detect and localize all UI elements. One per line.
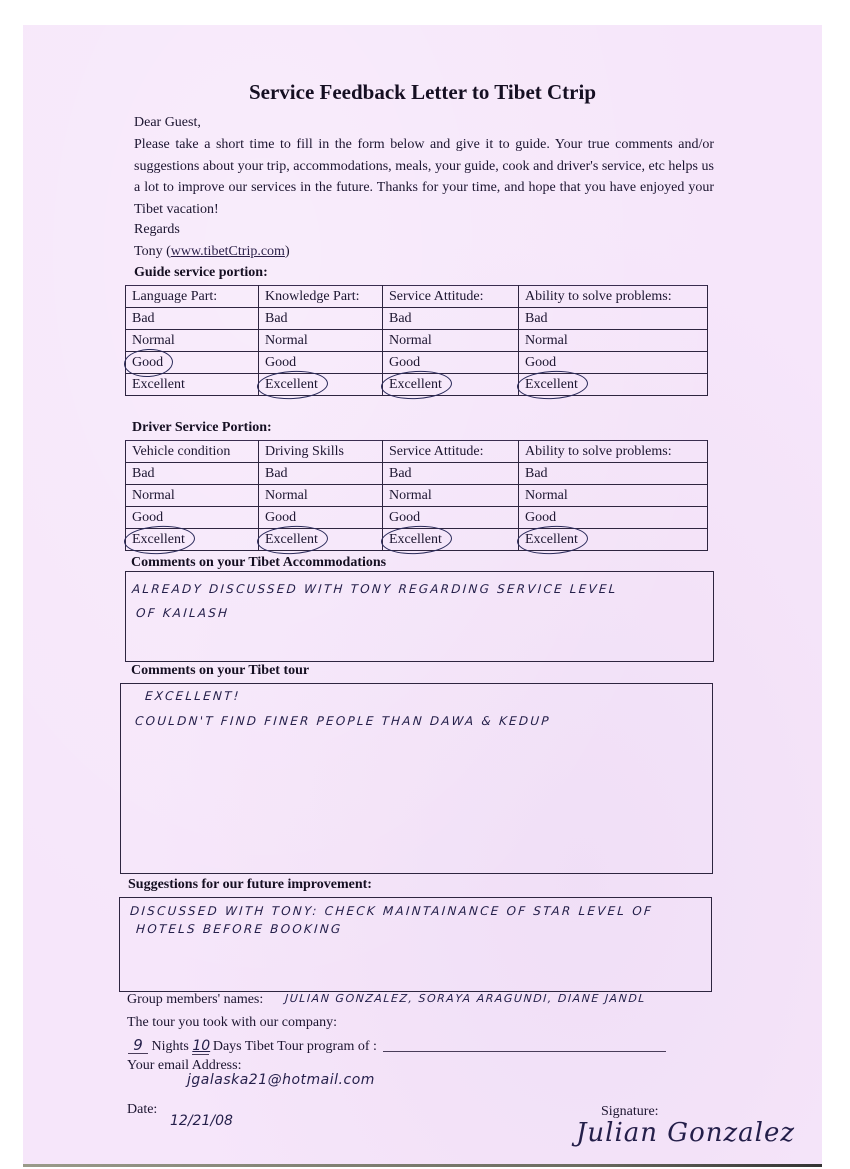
option-label: Excellent [132,377,185,392]
column-header-label: Language Part: [132,289,218,304]
greeting: Dear Guest, [134,115,201,130]
paper-edge [23,1164,822,1167]
tour-comments-heading: Comments on your Tibet tour [131,663,310,678]
tour-label: The tour you took with our company: [127,1015,337,1030]
group-members-label: Group members' names: [127,992,264,1007]
option-label: Normal [132,488,175,503]
column-header-label: Driving Skills [265,444,344,459]
suggestion-line-1: DISCUSSED WITH TONY: CHECK MAINTAINANCE OF STAR LEVEL OF [129,904,654,918]
option-label: Good [132,510,164,525]
option-label: Normal [525,333,568,348]
driver-row [126,529,708,551]
driver-option-cell[interactable] [383,485,519,507]
guide-option-cell[interactable] [259,352,383,374]
selected-option-circled: Good [132,352,163,373]
driver-column-header [259,441,383,463]
guide-column-header [519,286,708,308]
signature: Julian Gonzalez [576,1118,796,1148]
tour-duration-line [128,1037,377,1055]
driver-rating-table [125,440,708,551]
driver-option-cell[interactable] [519,463,708,485]
driver-option-cell[interactable] [519,529,708,551]
driver-option-cell[interactable] [383,507,519,529]
guide-option-cell[interactable] [383,308,519,330]
nights-label: Nights [151,1039,189,1054]
tour-comment-line-2: COULDN'T FIND FINER PEOPLE THAN DAWA & KEDUP [134,714,552,728]
tour-comment-line-1: EXCELLENT! [144,689,242,703]
closing: Regards [134,222,180,237]
guide-option-cell[interactable] [259,308,383,330]
option-label: Normal [265,488,308,503]
option-label: Normal [389,333,432,348]
guide-row [126,374,708,396]
guide-option-cell[interactable] [519,374,708,396]
option-label: Good [265,355,297,370]
date-value[interactable]: 12/21/08 [170,1113,233,1129]
selected-option-circled: Excellent [525,374,578,395]
driver-option-cell[interactable] [126,463,259,485]
group-members-value[interactable]: JULIAN GONZALEZ, SORAYA ARAGUNDI, DIANE JANDL [284,992,647,1005]
column-header-label: Knowledge Part: [265,289,360,304]
option-label: Bad [265,466,288,481]
option-label: Normal [389,488,432,503]
days-value[interactable]: 10 [192,1038,211,1054]
guide-rating-table [125,285,708,396]
guide-option-cell[interactable] [126,374,259,396]
guide-option-cell[interactable] [383,330,519,352]
guide-option-cell[interactable] [259,374,383,396]
driver-option-cell[interactable] [259,507,383,529]
tour-program-field[interactable] [383,1051,666,1052]
driver-option-cell[interactable] [519,485,708,507]
option-label: Bad [132,311,155,326]
guide-option-cell[interactable] [519,330,708,352]
option-label: Good [265,510,297,525]
driver-option-cell[interactable] [126,485,259,507]
option-label: Good [525,355,557,370]
selected-option-circled: Excellent [265,529,318,550]
selected-option-circled: Excellent [132,529,185,550]
accommodations-comment-box[interactable] [125,571,714,662]
option-label: Bad [525,466,548,481]
driver-option-cell[interactable] [126,507,259,529]
suggestions-heading: Suggestions for our future improvement: [128,877,372,892]
column-header-label: Ability to solve problems: [525,289,672,304]
column-header-label: Ability to solve problems: [525,444,672,459]
option-label: Bad [265,311,288,326]
date-label: Date: [127,1102,158,1117]
selected-option-circled: Excellent [525,529,578,550]
option-label: Good [389,510,421,525]
guide-column-header [383,286,519,308]
accommodations-heading: Comments on your Tibet Accommodations [131,555,387,570]
driver-row [126,463,708,485]
option-label: Normal [265,333,308,348]
driver-option-cell[interactable] [126,529,259,551]
selected-option-circled: Excellent [265,374,318,395]
suggestions-box[interactable] [119,897,712,992]
guide-option-cell[interactable] [259,330,383,352]
days-label: Days Tibet Tour program of : [212,1039,377,1054]
suggestion-line-2: HOTELS BEFORE BOOKING [135,922,343,936]
driver-column-header [519,441,708,463]
driver-option-cell[interactable] [519,507,708,529]
driver-row [126,485,708,507]
accommodations-line-1: ALREADY DISCUSSED WITH TONY REGARDING SERVICE LEVEL [131,582,619,596]
option-label: Normal [525,488,568,503]
driver-option-cell[interactable] [259,529,383,551]
driver-option-cell[interactable] [259,463,383,485]
option-label: Good [525,510,557,525]
guide-option-cell[interactable] [519,352,708,374]
driver-column-header [126,441,259,463]
guide-column-header [259,286,383,308]
nights-value[interactable]: 9 [128,1037,148,1054]
guide-column-header [126,286,259,308]
option-label: Bad [525,311,548,326]
guide-section-heading: Guide service portion: [134,265,268,280]
email-label: Your email Address: [127,1058,242,1073]
driver-option-cell[interactable] [383,529,519,551]
guide-row [126,330,708,352]
driver-column-header [383,441,519,463]
sender-line: Tony (www.tibetCtrip.com) [134,244,290,259]
selected-option-circled: Excellent [389,529,442,550]
email-value[interactable]: jgalaska21@hotmail.com [187,1072,375,1088]
signature-label: Signature: [601,1104,659,1119]
intro-paragraph: Please take a short time to fill in the form below and give it to guide. Your true comments and/or suggestions about your trip, accommodations, meals, your guide, cook and driver's service, etc helps us a lot to improve our services in the future. Thanks for your time, and hope that you have enjoyed your Tibet vacation! [134,137,714,217]
guide-option-cell[interactable] [519,308,708,330]
accommodations-line-2: OF KAILASH [135,606,230,620]
driver-option-cell[interactable] [383,463,519,485]
option-label: Bad [132,466,155,481]
sender-name: Tony [134,244,163,259]
selected-option-circled: Excellent [389,374,442,395]
tour-comments-box[interactable] [120,683,713,874]
option-label: Bad [389,311,412,326]
sender-link[interactable]: www.tibetCtrip.com [170,244,285,259]
guide-option-cell[interactable] [383,374,519,396]
driver-section-heading: Driver Service Portion: [132,420,272,435]
option-label: Normal [132,333,175,348]
column-header-label: Vehicle condition [132,444,231,459]
guide-option-cell[interactable] [126,352,259,374]
option-label: Good [389,355,421,370]
driver-option-cell[interactable] [259,485,383,507]
document-title: Service Feedback Letter to Tibet Ctrip [248,80,596,104]
guide-option-cell[interactable] [126,308,259,330]
column-header-label: Service Attitude: [389,289,484,304]
guide-header-row [126,286,708,308]
column-header-label: Service Attitude: [389,444,484,459]
option-label: Bad [389,466,412,481]
driver-header-row [126,441,708,463]
guide-row [126,308,708,330]
guide-option-cell[interactable] [383,352,519,374]
